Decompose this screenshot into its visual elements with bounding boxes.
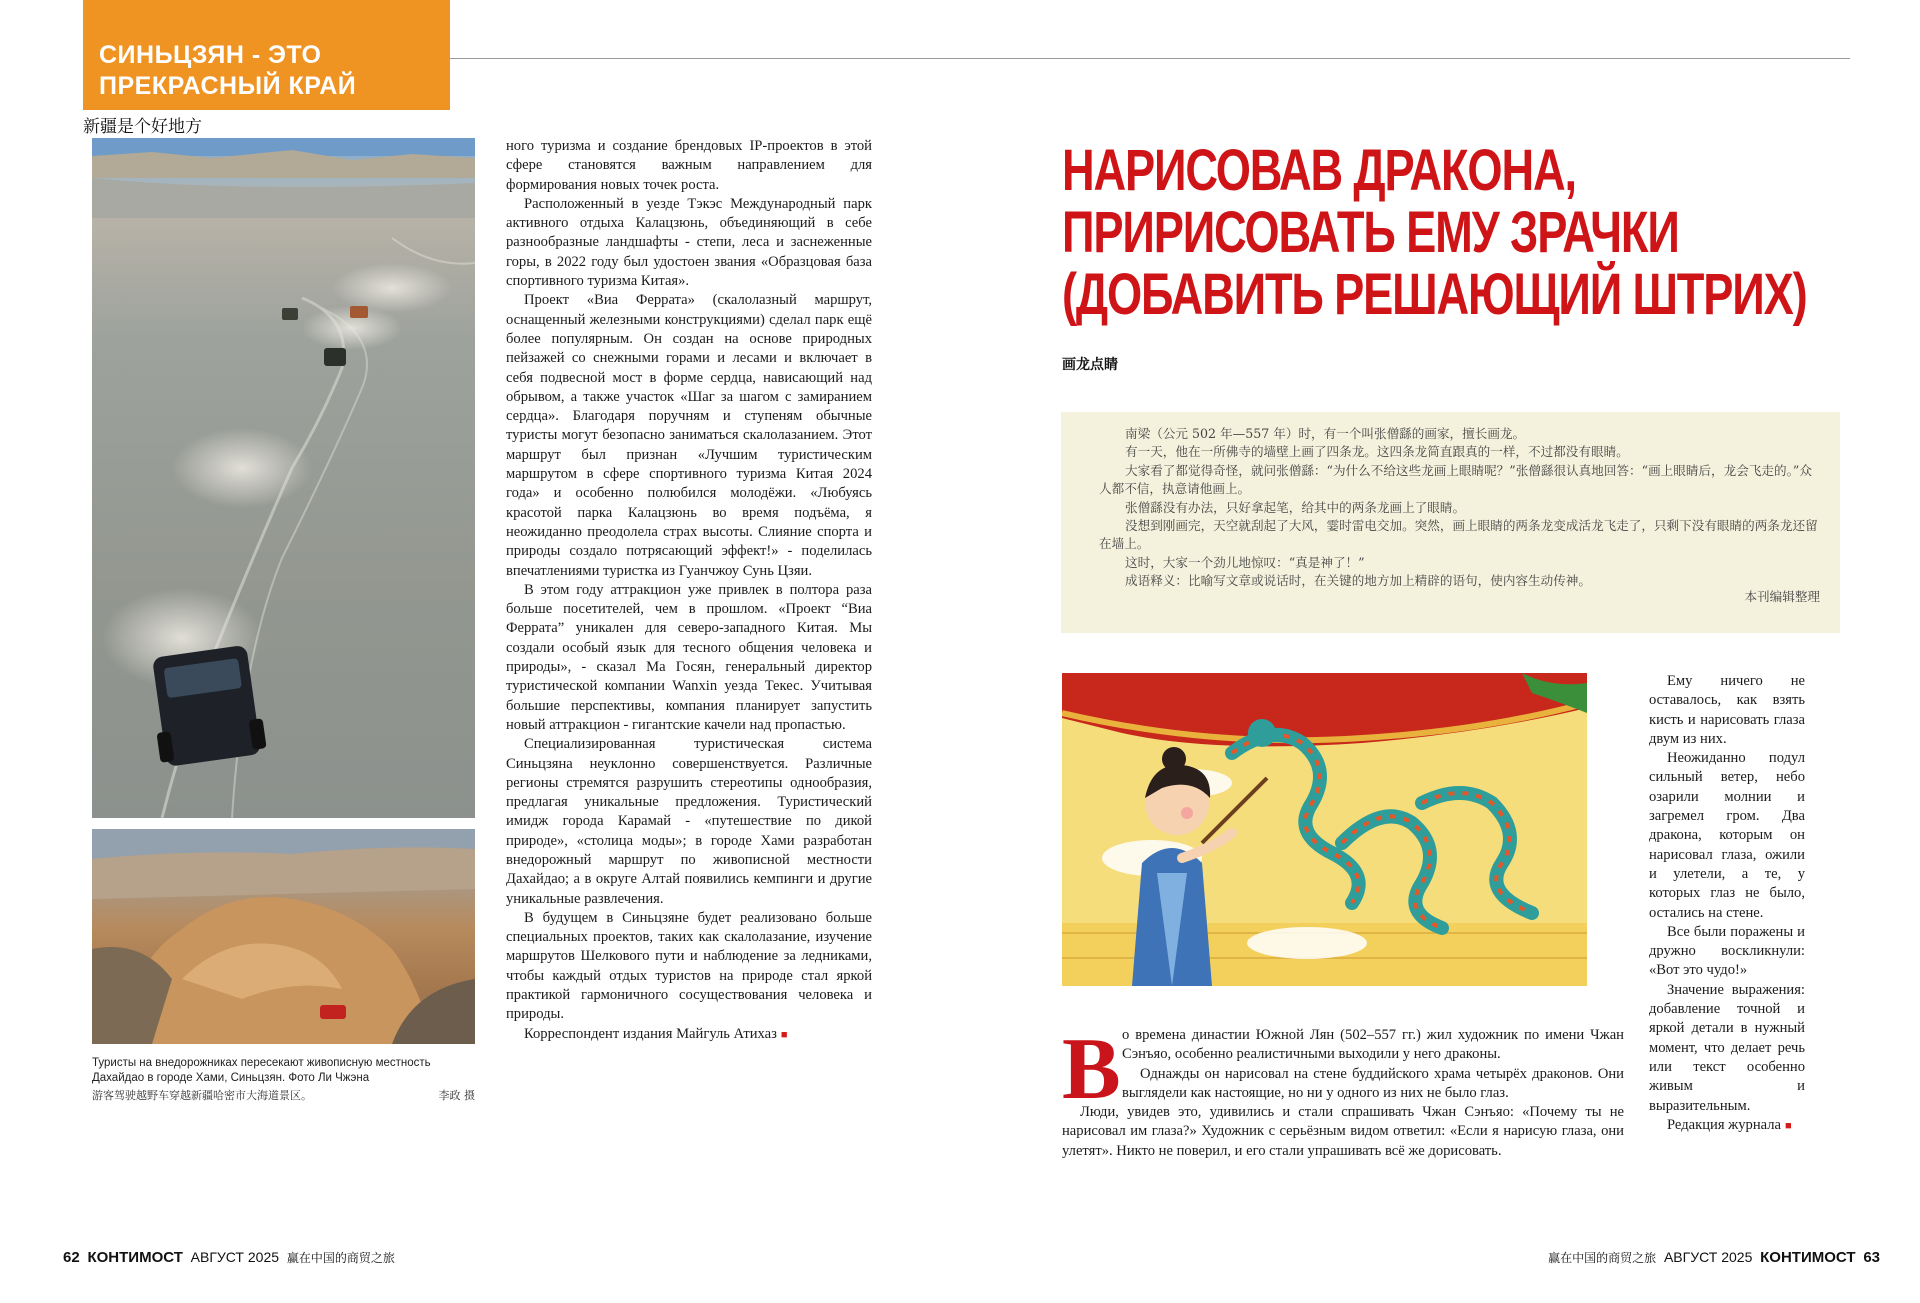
section-title: [99, 40, 356, 102]
magazine-brand: КОНТИМОСТ: [1760, 1249, 1856, 1266]
article-headline: [1062, 138, 1807, 327]
end-mark-icon: ■: [780, 1028, 788, 1041]
rocky-landscape-photo: [92, 829, 475, 1044]
story-paragraph: 大家看了都觉得奇怪，就问张僧繇：“为什么不给这些龙画上眼睛呢？”张僧繇很认真地回答：“画上眼睛后，龙会飞走的。”众人都不信，执意请他画上。: [1099, 462, 1812, 497]
byline: [506, 1025, 872, 1045]
paragraph: Люди, увидев это, удивились и стали спрашивать Чжан Сэнъяо: «Почему ты не нарисовал им глаза?» Художник с серьёзным видом ответил: «Если я нарисую глаза, они улетят». Никто не поверил, и его стали упрашивать всё же дорисовать.: [1062, 1104, 1624, 1159]
paragraph: Расположенный в уезде Тэкэс Международный парк активного отдыха Калацзюнь, объединяющий в себе разнообразные ландшафты - степи, леса и заснеженные горы, в 2022 году был удостоен звания «Образцовая база спортивного туризма Китая».: [506, 195, 872, 290]
footer-left: [63, 1249, 395, 1266]
paragraph: Проект «Виа Феррата» (скалолазный маршрут, оснащенный железными конструкциями) сделал парк ещё более популярным. Он создан на основе природных пейзажей со снежными горами и лесами и включает в себя подвесной мост в форме сердца, нависающий над обрывом, а также участок «Шаг за шагом с замиранием сердца». Благодаря поручням и ступеням обычные туристы могут безопасно заниматься скалолазанием. Этот маршрут был признан «Лучшим туристическим маршрутом в сфере спортивного туризма Китая 2024 года» и особенно полюбился молодёжи. «Любуясь красотой парка Калацзюнь во время подъёма, я неожиданно преодолела страх высоты. Слияние спорта и природы создало потрясающий эффект!» - поделилась впечатлениями туристка из Гуанчжоу Сунь Цзяи.: [506, 292, 872, 579]
editor-signature-text: Редакция журнала: [1667, 1116, 1782, 1133]
magazine-brand: КОНТИМОСТ: [87, 1249, 183, 1266]
paragraph: В этом году аттракцион уже привлек в полтора раза больше посетителей, чем в прошлом. «Проект “Виа Феррата” уникален для северо-западного Китая. Мы создали особый язык для тесного общения человека и природы», - сказал Ма Госян, генеральный директор туристической компании Wanxin уезда Текес. Учитывая большие перспективы, компания планирует запустить новый аттракцион - гигантские качели над пропастью.: [506, 581, 872, 733]
section-title-chinese: 新疆是个好地方: [83, 117, 202, 137]
article-column-left: [506, 137, 872, 1045]
story-editor-note: 本刊编辑整理: [1744, 589, 1820, 604]
desert-offroad-photo: [92, 138, 475, 818]
chinese-story-box: [1061, 412, 1840, 633]
editor-signature: [1649, 1116, 1805, 1136]
headline-line3: (ДОБАВИТЬ РЕШАЮЩИЙ ШТРИХ): [1062, 262, 1807, 327]
caption-credit: 李政 摄: [438, 1089, 475, 1102]
desert-offroad-illustration: [92, 138, 475, 818]
story-paragraph: 没想到刚画完，天空就刮起了大风，霎时雷电交加。突然，画上眼睛的两条龙变成活龙飞走了，只剩下没有眼睛的两条龙还留在墙上。: [1099, 518, 1818, 552]
header-rule: [450, 58, 1850, 59]
section-title-line1: СИНЬЦЗЯН - ЭТО: [99, 41, 322, 69]
story-paragraph: 张僧繇没有办法，只好拿起笔，给其中的两条龙画上了眼睛。: [1125, 499, 1466, 515]
section-header: [83, 0, 450, 110]
paragraph: Специализированная туристическая система Синьцзяна неуклонно совершенствуется. Различные регионы стремятся разрушить стереотипы однообразия, предлагая уникальные предложения. Туристический имидж города Карамай - «путешествие по дикой природе», «столица моды»; в городе Хами разработан внедорожный маршрут по живописной местности Дахайдао; а в округе Алтай появились кемпинги и другие уникальные развлечения.: [506, 736, 872, 907]
paragraph: Однажды он нарисовал на стене буддийского храма четырёх драконов. Они выглядели как настоящие, но ни у одного из них не было глаз.: [1122, 1065, 1624, 1101]
story-paragraph: 有一天，他在一所佛寺的墙壁上画了四条龙。这四条龙简直跟真的一样，不过都没有眼睛。: [1125, 444, 1629, 460]
headline-line1: НАРИСОВАВ ДРАКОНА,: [1062, 138, 1576, 203]
paragraph: Ему ничего не оставалось, как взять кисть и нарисовать глаза двум из них.: [1649, 673, 1805, 747]
footer-right: [1548, 1249, 1880, 1266]
slogan-chinese: 赢在中国的商贸之旅: [286, 1251, 395, 1265]
end-mark-icon: ■: [1785, 1119, 1792, 1132]
article-body-right: [1062, 1021, 1624, 1161]
headline-chinese: 画龙点睛: [1062, 357, 1118, 373]
story-paragraph: 这时，大家一个劲儿地惊叹：“真是神了！”: [1125, 554, 1365, 570]
dragon-painter-drawing: [1062, 673, 1587, 986]
story-paragraph: 南梁（公元 502 年—557 年）时，有一个叫张僧繇的画家，擅长画龙。: [1125, 426, 1526, 441]
page-number: 62: [63, 1249, 80, 1266]
drop-cap: В: [1062, 1021, 1121, 1118]
chinese-story-text: [1099, 425, 1819, 591]
paragraph: В будущем в Синьцзяне будет реализовано больше специальных проектов, таких как скалолазание, изучение маршрутов Шелкового пути и наблюдение за ледниками, чтобы каждый отдых туристов на природе стал яркой практикой гармоничного сосуществования человека и природы.: [506, 909, 872, 1023]
article-side-column: [1649, 672, 1805, 1136]
byline-text: Корреспондент издания Майгуль Атихаз: [524, 1025, 777, 1042]
dragon-painter-illustration: [1062, 673, 1587, 986]
issue-date: АВГУСТ 2025: [1663, 1249, 1753, 1265]
slogan-chinese: 赢在中国的商贸之旅: [1548, 1251, 1657, 1265]
rocky-landscape-illustration: [92, 829, 475, 1044]
caption-line1: Туристы на внедорожниках пересекают живописную местность: [92, 1057, 431, 1069]
caption-chinese-text: 游客驾驶越野车穿越新疆哈密市大海道景区。: [92, 1089, 312, 1102]
paragraph: Неожиданно подул сильный ветер, небо озарили молнии и загремел гром. Два дракона, которым он нарисовал глаза, ожили и улетели, а те, у которых глаз не было, остались на стене.: [1649, 750, 1805, 921]
caption-line2: Дахайдао в городе Хами, Синьцзян. Фото Ли Чжэна: [92, 1072, 370, 1084]
headline-line2: ПРИРИСОВАТЬ ЕМУ ЗРАЧКИ: [1062, 200, 1679, 265]
paragraph: ного туризма и создание брендовых IP-проектов в этой сфере становятся важным направлением для формирования новых точек роста.: [506, 138, 872, 193]
photo-caption-chinese: [92, 1087, 475, 1103]
paragraph: Значение выражения: добавление точной и яркой детали в нужный момент, что делает речь или текст особенно живым и выразительным.: [1649, 981, 1805, 1114]
section-title-line2: ПРЕКРАСНЫЙ КРАЙ: [99, 72, 357, 100]
page-number: 63: [1863, 1249, 1880, 1266]
issue-date: АВГУСТ 2025: [190, 1249, 280, 1265]
story-idiom-meaning: 成语释义：比喻写文章或说话时，在关键的地方加上精辟的语句，使内容生动传神。: [1125, 573, 1591, 589]
paragraph: Все были поражены и дружно воскликнули: «Вот это чудо!»: [1649, 923, 1805, 979]
photo-caption: [92, 1056, 475, 1086]
paragraph: о времена династии Южной Лян (502–557 гг.) жил художник по имени Чжан Сэнъяо, особенно реалистичными выходили у него драконы.: [1122, 1027, 1624, 1063]
